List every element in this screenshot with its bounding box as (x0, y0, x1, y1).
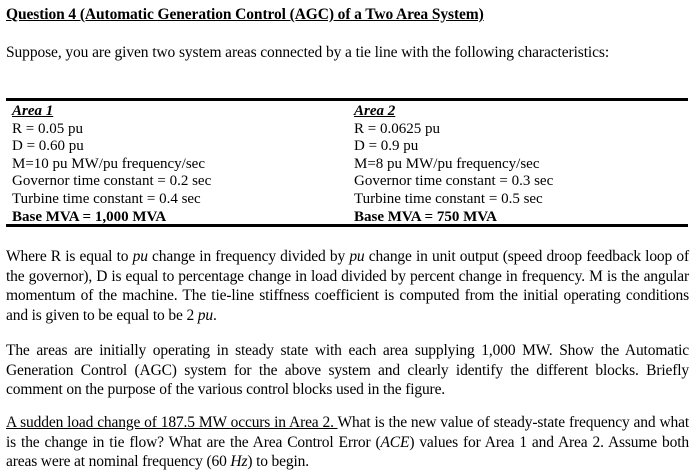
question-title: Question 4 (Automatic Generation Control (AGC) of a Two Area System) (6, 6, 484, 23)
area-2-d: D = 0.9 pu (354, 138, 419, 155)
text-run: change in frequency divided by (147, 248, 350, 265)
area-2-m: M=8 pu MW/pu frequency/sec (354, 155, 540, 172)
text-run: change in unit output (speed droop feedback loop of the governor), D is equal to percentage change in load divided by percent change in frequency. M is the angular momentum of the machine. The tie-line stiffness coefficient is computed from the initial operating conditions and is given to be equal to be 2 (6, 248, 689, 324)
area-1-governor: Governor time constant = 0.2 sec (12, 173, 212, 190)
area-2-heading: Area 2 (354, 103, 396, 119)
text-run: ) to begin. (247, 453, 309, 470)
underlined-text: A sudden load change of 187.5 MW occurs in Area 2. (6, 414, 338, 431)
area-2-governor: Governor time constant = 0.3 sec (354, 173, 554, 190)
text-run: . (212, 306, 217, 324)
area-1-d: D = 0.60 pu (12, 138, 84, 155)
pu-italic: pu (197, 306, 213, 324)
area-1-m: M=10 pu MW/pu frequency/sec (12, 155, 205, 172)
area-2-turbine: Turbine time constant = 0.5 sec (354, 190, 543, 207)
hz-italic: Hz (230, 453, 248, 470)
text-run: Where R is equal to (6, 248, 133, 265)
area-1-base-mva: Base MVA = 1,000 MVA (12, 208, 167, 225)
text-run: ) values for Area 1 and Area 2. Assume both areas were at nominal frequency (60 (6, 433, 689, 470)
definitions-paragraph (6, 247, 689, 325)
ace-italic: ACE (380, 433, 410, 451)
area-1-heading: Area 1 (12, 103, 54, 119)
area-parameters-table (6, 98, 688, 227)
agc-task-paragraph: The areas are initially operating in steady state with each area supplying 1,000 MW. Show the Automatic Generation Control (AGC) system for the above system and clearly identify the different blocks. Briefly comment on the purpose of the various control blocks used in the figure. (6, 342, 689, 398)
area-1-turbine: Turbine time constant = 0.4 sec (12, 190, 201, 207)
area-1-column (12, 103, 211, 226)
pu-italic: pu (132, 248, 148, 265)
area-2-column (354, 103, 553, 226)
intro-text: Suppose, you are given two system areas connected by a tie line with the following characteristics: (6, 44, 610, 61)
area-1-r: R = 0.05 pu (12, 120, 83, 137)
pu-italic: pu (349, 248, 365, 265)
area-2-base-mva: Base MVA = 750 MVA (354, 208, 497, 225)
text-run: What is the new value of steady-state frequency and what is the change in tie flow? What are the Area Control Error ( (6, 414, 689, 451)
area-2-r: R = 0.0625 pu (354, 120, 440, 137)
load-change-paragraph (6, 413, 689, 472)
